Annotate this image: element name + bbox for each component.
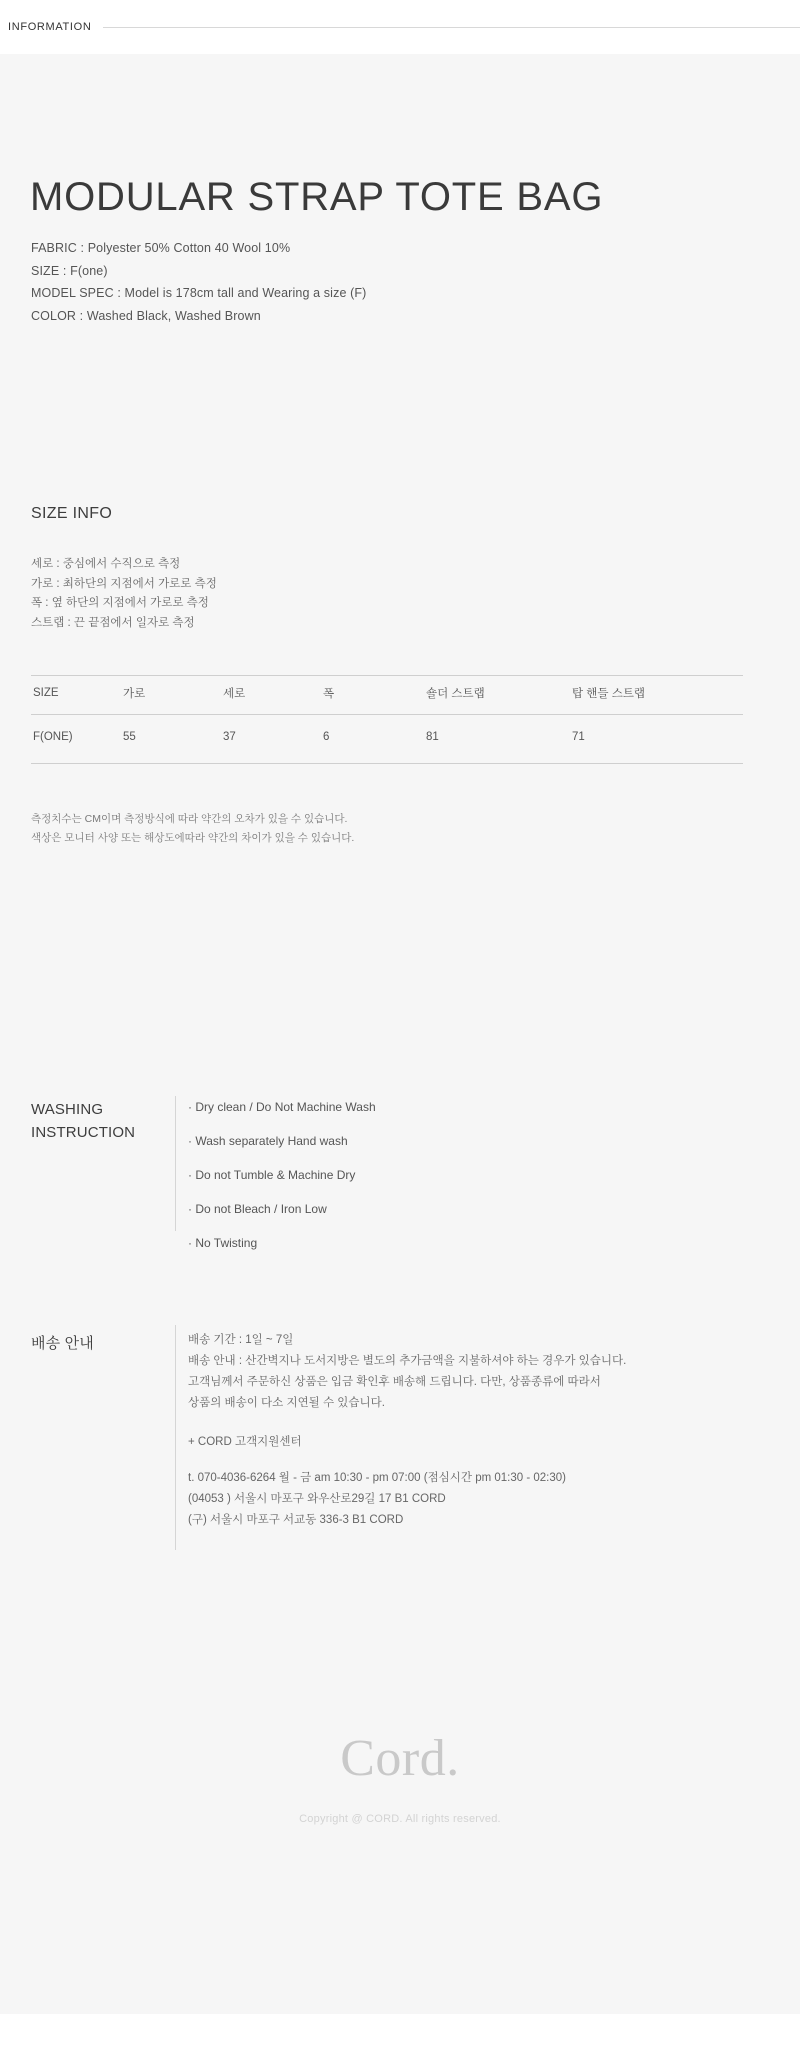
size-note-length: 세로 : 중심에서 수직으로 측정 <box>31 558 181 570</box>
cell-size: F(ONE) <box>31 715 123 764</box>
column-header-top-handle-strap: 탑 핸들 스트랩 <box>572 676 743 715</box>
shipping-line-notice-3: 상품의 배송이 다소 지연될 수 있습니다. <box>188 1397 385 1409</box>
content-panel <box>0 54 800 2014</box>
column-header-shoulder-strap: 숄더 스트랩 <box>426 676 572 715</box>
washing-instruction-list <box>188 1100 376 1270</box>
shipping-support-center-title: + CORD 고객지원센터 <box>188 1436 302 1448</box>
washing-label-line1: WASHING <box>31 1101 104 1118</box>
washing-divider <box>175 1096 176 1231</box>
shipping-line-notice-2: 고객님께서 주문하신 상품은 입금 확인후 배송해 드립니다. 다만, 상품종류에 따라서 <box>188 1376 601 1388</box>
table-note-measurement: 측정치수는 CM이며 측정방식에 따라 약간의 오차가 있을 수 있습니다. <box>31 813 348 825</box>
column-header-depth: 폭 <box>323 676 426 715</box>
column-header-length: 세로 <box>223 676 323 715</box>
brand-logo: Cord. <box>340 1730 460 1787</box>
cell-top-handle-strap: 71 <box>572 715 743 764</box>
washing-item-dry-clean: · Dry clean / Do Not Machine Wash <box>188 1100 376 1114</box>
spec-fabric: FABRIC : Polyester 50% Cotton 40 Wool 10% <box>31 241 291 255</box>
column-header-size: SIZE <box>31 676 123 715</box>
shipping-body <box>188 1330 626 1531</box>
product-spec-list <box>31 237 366 327</box>
information-bar <box>0 0 800 54</box>
page-title: MODULAR STRAP TOTE BAG <box>30 174 604 219</box>
shipping-contact-address-new: (04053 ) 서울시 마포구 와우산로29길 17 B1 CORD <box>188 1493 446 1505</box>
spec-color: COLOR : Washed Black, Washed Brown <box>31 308 261 323</box>
shipping-line-notice-1: 배송 안내 : 산간벽지나 도서지방은 별도의 추가금액을 지불하셔야 하는 경우가 있습니다. <box>188 1355 627 1367</box>
size-measure-notes <box>31 555 217 633</box>
shipping-contact-phone: t. 070-4036-6264 월 - 금 am 10:30 - pm 07:00 (점심시간 pm 01:30 - 02:30) <box>188 1472 566 1484</box>
table-note-color: 색상은 모니터 사양 또는 해상도에따라 약간의 차이가 있을 수 있습니다. <box>31 832 355 844</box>
shipping-contact-address-old: (구) 서울시 마포구 서교동 336-3 B1 CORD <box>188 1514 404 1526</box>
size-note-width: 가로 : 최하단의 지점에서 가로로 측정 <box>31 577 217 590</box>
cell-depth: 6 <box>323 715 426 764</box>
copyright-text: Copyright @ CORD. All rights reserved. <box>299 1813 501 1825</box>
table-header-row <box>31 676 743 715</box>
information-label: INFORMATION <box>8 21 92 33</box>
washing-item-no-twisting: · No Twisting <box>188 1236 258 1250</box>
spacer <box>188 1414 626 1432</box>
washing-label-line2: INSTRUCTION <box>31 1124 136 1141</box>
washing-instruction-label <box>31 1098 135 1144</box>
header-divider <box>103 27 800 28</box>
spec-size: SIZE : F(one) <box>31 263 108 278</box>
cell-length: 37 <box>223 715 323 764</box>
size-info-heading: SIZE INFO <box>31 505 113 522</box>
cell-width: 55 <box>123 715 223 764</box>
size-table <box>31 675 743 764</box>
spec-model: MODEL SPEC : Model is 178cm tall and Wearing a size (F) <box>31 286 367 300</box>
table-row <box>31 715 743 764</box>
washing-item-hand-wash: · Wash separately Hand wash <box>188 1134 348 1148</box>
shipping-divider <box>175 1325 176 1550</box>
washing-item-no-tumble-dry: · Do not Tumble & Machine Dry <box>188 1168 356 1182</box>
size-note-depth: 폭 : 옆 하단의 지점에서 가로로 측정 <box>31 597 209 609</box>
spacer <box>188 1453 626 1468</box>
shipping-label: 배송 안내 <box>31 1335 94 1352</box>
shipping-line-period: 배송 기간 : 1일 ~ 7일 <box>188 1334 294 1346</box>
cell-shoulder-strap: 81 <box>426 715 572 764</box>
size-table-notes <box>31 810 354 848</box>
washing-item-no-bleach: · Do not Bleach / Iron Low <box>188 1202 327 1216</box>
size-note-strap: 스트랩 : 끈 끝점에서 일자로 측정 <box>31 616 195 629</box>
column-header-width: 가로 <box>123 676 223 715</box>
